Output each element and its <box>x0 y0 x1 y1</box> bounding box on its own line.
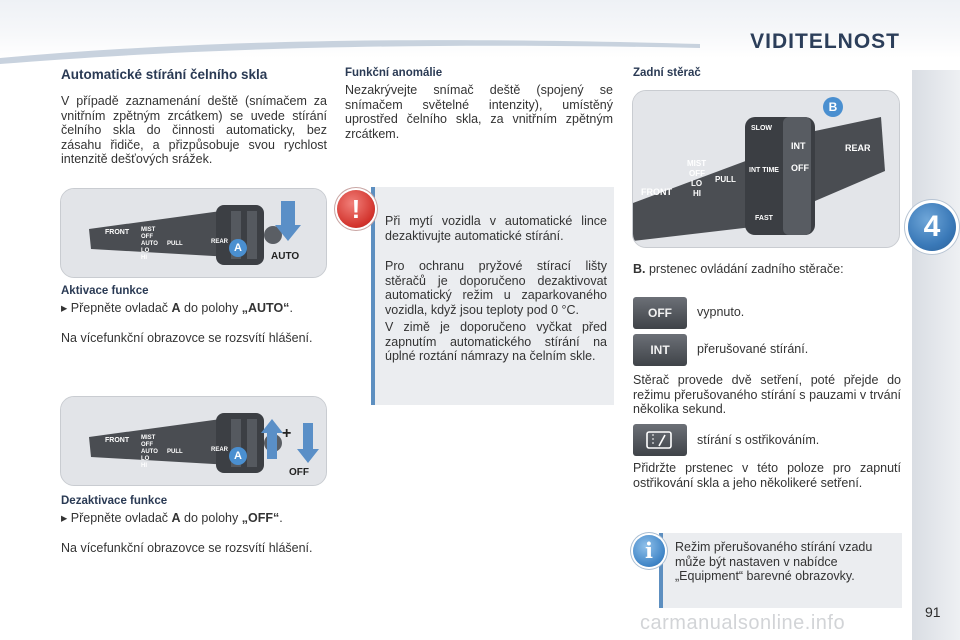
rear-intermittent-explanation: Stěrač provede dvě setření, poté přejde do režimu přerušovaného stírání s pauzami v trvání několika sekund. <box>633 373 901 416</box>
malfunction-text: Nezakrývejte snímač deště (spojený se snímačem světelné intenzity), umístěný uprostřed čelního skla, za vnitřním zpětným zrcátkem. <box>345 83 613 141</box>
warning-paragraph-2: Pro ochranu pryžové stírací lišty stěračů je doporučeno dezaktivovat automatický režim u zaparkovaného vozidla, když jsou teploty pod 0 °C. <box>385 259 607 317</box>
ring-b-description: B. prstenec ovládání zadního stěrače: <box>633 262 844 276</box>
info-text: Režim přerušovaného stírání vzadu může být nastaven v nabídce „Equipment“ barevné obrazovky. <box>675 540 873 583</box>
rear-label-off: OFF <box>689 169 705 178</box>
stalk-label-front: FRONT <box>105 437 130 444</box>
rear-label-int-time: INT TIME <box>749 167 779 174</box>
rear-label-fast: FAST <box>755 215 773 222</box>
deactivation-heading: Dezaktivace funkce <box>61 495 168 507</box>
wiper-stalk-photo-auto <box>60 188 327 278</box>
rear-wiper-stalk-photo <box>632 90 900 248</box>
info-box <box>659 533 902 608</box>
rear-label-mist: MIST <box>687 159 707 168</box>
rotate-up-arrow-icon <box>261 419 283 459</box>
wiper-stalk-photo-off <box>60 396 327 486</box>
activation-note: Na vícefunkční obrazovce se rozsvítí hlášení. <box>61 331 313 345</box>
stalk-label-auto: AUTO <box>141 449 158 455</box>
warning-paragraph-3: V zimě je doporučeno vyčkat před zapnutím automatického stírání na úplné roztání námrazy na čelním skle. <box>385 320 607 363</box>
stalk-label-hi: HI <box>141 255 147 261</box>
deactivation-bullet: ▸ Přepněte ovladač A do polohy „OFF“. <box>61 511 283 525</box>
rear-off-text: vypnuto. <box>697 305 745 319</box>
stalk-label-lo: LO <box>141 456 150 462</box>
rear-label-pull: PULL <box>715 175 736 184</box>
rear-label-ring-off: OFF <box>791 163 809 173</box>
rear-label-rear: REAR <box>845 143 871 153</box>
off-label: OFF <box>289 467 309 478</box>
rear-label-lo: LO <box>691 179 703 188</box>
rear-wiper-heading: Zadní stěrač <box>633 67 701 79</box>
stalk-label-off: OFF <box>141 234 153 240</box>
bullet-arrow-icon: ▸ <box>61 301 71 315</box>
stalk-label-auto: AUTO <box>141 241 158 247</box>
washer-wiper-icon <box>633 424 687 456</box>
rear-int-icon: INT <box>633 334 687 366</box>
warning-icon: ! <box>337 190 375 228</box>
stalk-label-off: OFF <box>141 442 153 448</box>
stalk-label-mist: MIST <box>141 227 156 233</box>
rotate-down-arrow-icon <box>297 423 319 463</box>
rear-label-slow: SLOW <box>751 125 772 132</box>
rear-label-front: FRONT <box>641 187 672 197</box>
stalk-label-rear: REAR <box>211 239 229 245</box>
stalk-label-hi: HI <box>141 463 147 469</box>
stalk-label-lo: LO <box>141 248 150 254</box>
section-heading-auto-wiping: Automatické stírání čelního skla <box>61 67 268 82</box>
side-band <box>912 70 960 640</box>
rear-washer-text: stírání s ostřikováním. <box>697 433 820 447</box>
page-number: 91 <box>925 604 941 620</box>
rotate-down-arrow-icon <box>275 199 301 243</box>
rear-washer-icon <box>633 424 687 456</box>
rear-int-text: přerušované stírání. <box>697 342 809 356</box>
marker-b: B <box>823 97 843 117</box>
stalk-label-front: FRONT <box>105 229 130 236</box>
header-swoosh <box>0 36 700 66</box>
malfunction-heading: Funkční anomálie <box>345 67 443 79</box>
activation-bullet: ▸ Přepněte ovladač A do polohy „AUTO“. <box>61 301 293 315</box>
stalk-label-pull: PULL <box>167 241 183 247</box>
stalk-label-pull: PULL <box>167 449 183 455</box>
stalk-label-mist: MIST <box>141 435 156 441</box>
warning-box <box>371 187 614 405</box>
rear-label-hi: HI <box>693 189 701 198</box>
plus-sign: + <box>282 425 292 442</box>
deactivation-note: Na vícefunkční obrazovce se rozsvítí hlášení. <box>61 541 313 555</box>
info-icon: i <box>633 535 665 567</box>
chapter-badge: 4 <box>908 203 956 251</box>
marker-a: A <box>229 239 247 257</box>
warning-paragraph-1: Při mytí vozidla v automatické lince dezaktivujte automatické stírání. <box>385 214 607 243</box>
rear-washer-explanation: Přidržte prstenec v této poloze pro zapnutí ostřikování skla a jeho několikeré setření. <box>633 461 901 490</box>
page-title: VIDITELNOST <box>750 30 900 53</box>
marker-a: A <box>229 447 247 465</box>
stalk-label-rear: REAR <box>211 447 229 453</box>
auto-label: AUTO <box>271 251 300 262</box>
watermark: carmanualsonline.info <box>640 612 846 634</box>
auto-wiping-intro: V případě zaznamenání deště (snímačem za vnitřním zpětným zrcátkem) se uvede stírání čelního skla do činnosti automaticky, bez zásahu řidiče, a přizpůsobuje svou rychlost intenzitě dešťových srážek. <box>61 94 327 166</box>
rear-label-int: INT <box>791 141 806 151</box>
bullet-arrow-icon: ▸ <box>61 511 71 525</box>
rear-off-icon: OFF <box>633 297 687 329</box>
activation-heading: Aktivace funkce <box>61 285 149 297</box>
